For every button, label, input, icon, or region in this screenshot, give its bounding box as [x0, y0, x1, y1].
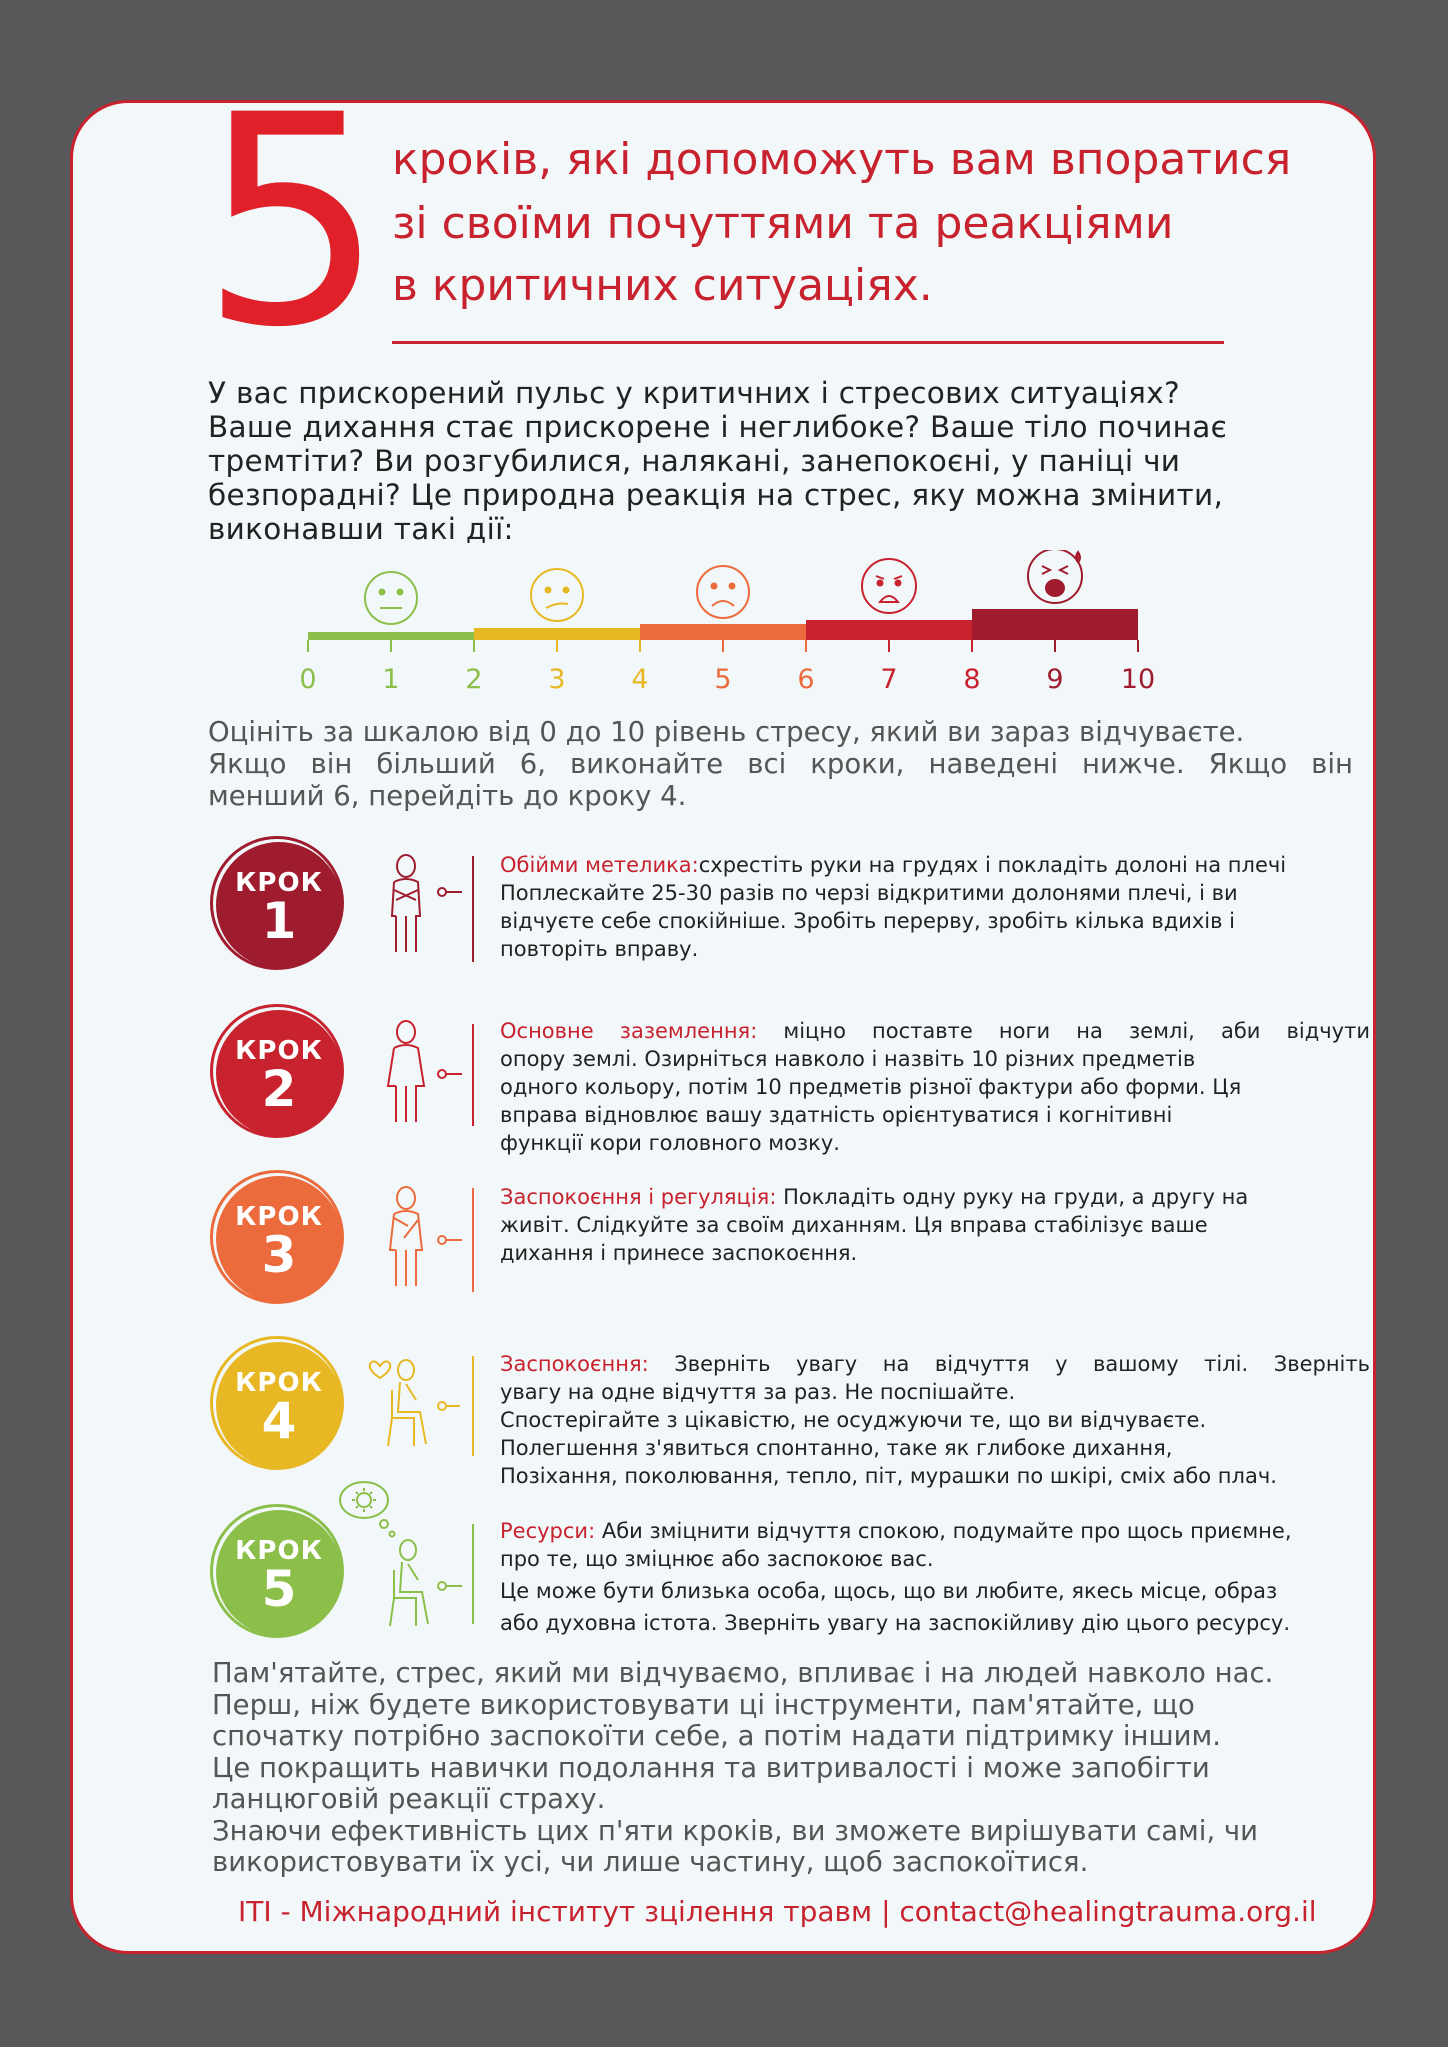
distressed-face-icon [862, 559, 916, 613]
scale-segment-6-8 [806, 620, 972, 640]
scale-label-8: 8 [963, 664, 981, 695]
step-1-divider [472, 856, 474, 962]
scale-label-2: 2 [465, 664, 483, 695]
title-divider [392, 341, 1224, 344]
standing-figure-icon [380, 1018, 480, 1128]
badge-ring [210, 1004, 344, 1138]
badge-number: 3 [261, 1226, 297, 1284]
scale-segment-8-10 [972, 609, 1138, 640]
footer-credit: ITI - Міжнародний інститут зцілення травм | contact@healingtrauma.org.il [238, 1895, 1317, 1928]
step-line: дихання і принесе заспокоєння. [500, 1241, 858, 1265]
butterfly-hug-figure-icon [380, 852, 480, 962]
step-title: Заспокоєння: [500, 1352, 649, 1376]
outro-line: Пам'ятайте, стрес, який ми відчуваємо, впливає і на людей навколо нас. [212, 1657, 1274, 1689]
step-2-text [500, 1017, 1370, 1157]
scale-segment-2-4 [474, 628, 640, 640]
step-4-divider [472, 1356, 474, 1456]
title-line-3: в критичних ситуаціях. [392, 260, 933, 311]
seated-figure-heart-icon [368, 1354, 480, 1466]
scale-segment-4-6 [640, 624, 806, 640]
scale-segment-0-2 [308, 632, 474, 640]
step-3-badge [216, 1176, 342, 1302]
step-title: Заспокоєння і регуляція: [500, 1185, 777, 1209]
scale-label-7: 7 [880, 664, 898, 695]
badge-number: 5 [261, 1560, 297, 1618]
step-line: або духовна істота. Зверніть увагу на заспокійливу дію цього ресурсу. [500, 1611, 1291, 1635]
seated-figure-thought-icon [338, 1478, 480, 1638]
badge-ring [210, 1504, 344, 1638]
step-line: Аби зміцнити відчуття спокою, подумайте про щось приємне, [595, 1519, 1292, 1543]
badge-ring [210, 1336, 344, 1470]
outro-line: Це покращить навички подолання та витривалості і може запобігти [212, 1751, 1210, 1784]
step-title: Обійми метелика: [500, 853, 699, 877]
step-5-text [500, 1517, 1370, 1637]
neutral-face-icon [365, 572, 417, 624]
badge-number: 2 [261, 1060, 297, 1118]
step-line: живіт. Слідкуйте за своїм диханням. Ця вправа стабілізує ваше [500, 1213, 1208, 1237]
outro-line: Перш, ніж будете використовувати ці інструменти, пам'ятайте, що [212, 1688, 1195, 1721]
scale-label-1: 1 [382, 664, 400, 695]
scale-label-4: 4 [631, 664, 649, 695]
step-4-first-line [500, 1350, 1370, 1378]
badge-label: КРОК [235, 1536, 323, 1566]
title-line-2: зі своїми почуттями та реакціями [392, 198, 1174, 249]
title-number: 5 [200, 54, 385, 391]
scale-label-5: 5 [714, 664, 732, 695]
step-line: увагу на одне відчуття за раз. Не поспішайте. [500, 1380, 1016, 1404]
scale-label-9: 9 [1046, 664, 1064, 695]
assess-line: Оцініть за шкалою від 0 до 10 рівень стресу, який ви зараз відчуваєте. [208, 716, 1245, 748]
step-4-badge [216, 1342, 342, 1468]
step-line: Зверніть увагу на відчуття у вашому тілі. Зверніть [648, 1352, 1370, 1376]
step-3-first-line [500, 1183, 1370, 1211]
step-line: Покладіть одну руку на груди, а другу на [776, 1185, 1249, 1209]
closing-paragraph [212, 1658, 1342, 1879]
step-line: Це може бути близька особа, щось, що ви любите, якесь місце, образ [500, 1579, 1278, 1603]
intro-line: виконавши такі дії: [208, 512, 514, 546]
assess-line: Якщо він більший 6, виконайте всі кроки, наведені нижче. Якщо він [208, 748, 1353, 780]
intro-line: тремтіти? Ви розгубилися, налякані, занепокоєні, у паніці чи [208, 444, 1181, 478]
step-line: Спостерігайте з цікавістю, не осуджуючи те, що ви відчуваєте. [500, 1408, 1207, 1432]
intro-line: Ваше дихання стає прискорене і неглибоке? Ваше тіло починає [208, 410, 1228, 444]
step-1-text [500, 851, 1370, 963]
scale-label-3: 3 [548, 664, 566, 695]
step-title: Ресурси: [500, 1519, 596, 1543]
step-2-first-line [500, 1017, 1370, 1045]
sad-face-icon [697, 566, 749, 618]
step-1-first-line [500, 851, 1370, 879]
badge-ring [210, 1170, 344, 1304]
step-2-badge [216, 1010, 342, 1136]
outro-line: Знаючи ефективність цих п'яти кроків, ви зможете вирішувати самі, чи [212, 1814, 1259, 1847]
step-line: Полегшення з'явиться спонтанно, таке як глибоке дихання, [500, 1436, 1173, 1460]
uneasy-face-icon [531, 569, 583, 621]
intro-line: безпорадні? Це природна реакція на стрес, яку можна змінити, [208, 478, 1224, 512]
step-5-first-line [500, 1517, 1370, 1545]
step-line: про те, що зміцнює або заспокоює вас. [500, 1547, 934, 1571]
stress-scale [290, 550, 1170, 665]
badge-number: 1 [261, 892, 297, 950]
scale-label-6: 6 [797, 664, 815, 695]
scale-label-0: 0 [299, 664, 317, 695]
step-line: одного кольору, потім 10 предметів різної фактури або форми. Ця [500, 1075, 1242, 1099]
title-line-1: кроків, які допоможуть вам впоратися [392, 134, 1292, 185]
badge-number: 4 [261, 1392, 297, 1450]
assess-line: менший 6, перейдіть до кроку 4. [208, 780, 687, 812]
step-1-badge [216, 842, 342, 968]
scale-label-10: 10 [1120, 664, 1156, 695]
outro-line: ланцюговій реакції страху. [212, 1783, 606, 1815]
intro-line: У вас прискорений пульс у критичних і стресових ситуаціях? [208, 376, 1180, 410]
badge-label: КРОК [235, 1368, 323, 1398]
screaming-face-icon [1028, 550, 1082, 603]
step-4-text [500, 1350, 1370, 1490]
step-line: міцно поставте ноги на землі, аби відчути [757, 1019, 1370, 1043]
step-3-divider [472, 1188, 474, 1292]
step-line: схрестіть руки на грудях і покладіть долоні на плечі [698, 853, 1287, 877]
step-line: Поплескайте 25-30 разів по черзі відкритими долонями плечі, і ви [500, 881, 1238, 905]
hand-on-chest-figure-icon [380, 1184, 480, 1294]
step-line: відчуєте себе спокійніше. Зробіть перерву, зробіть кілька вдихів і [500, 909, 1236, 933]
intro-paragraph [208, 376, 1338, 546]
step-3-text [500, 1183, 1370, 1267]
badge-label: КРОК [235, 868, 323, 898]
step-line: вправа відновлює вашу здатність орієнтуватися і когнітивні [500, 1103, 1173, 1127]
outro-line: спочатку потрібно заспокоїти себе, а потім надати підтримку іншим. [212, 1720, 1221, 1752]
step-5-badge [216, 1510, 342, 1636]
step-line: опору землі. Озирніться навколо і назвіть 10 різних предметів [500, 1047, 1196, 1071]
outro-line: використовувати їх усі, чи лише частину, щоб заспокоїтися. [212, 1846, 1089, 1878]
badge-label: КРОК [235, 1036, 323, 1066]
step-2-divider [472, 1024, 474, 1126]
badge-label: КРОК [235, 1202, 323, 1232]
step-line: Позіхання, поколювання, тепло, піт, мурашки по шкірі, сміх або плач. [500, 1464, 1277, 1488]
step-5-divider [472, 1524, 474, 1624]
step-line: повторіть вправу. [500, 937, 699, 961]
step-line: функції кори головного мозку. [500, 1131, 840, 1155]
step-title: Основне заземлення: [500, 1019, 758, 1043]
assessment-paragraph [208, 716, 1353, 812]
badge-ring [210, 836, 344, 970]
